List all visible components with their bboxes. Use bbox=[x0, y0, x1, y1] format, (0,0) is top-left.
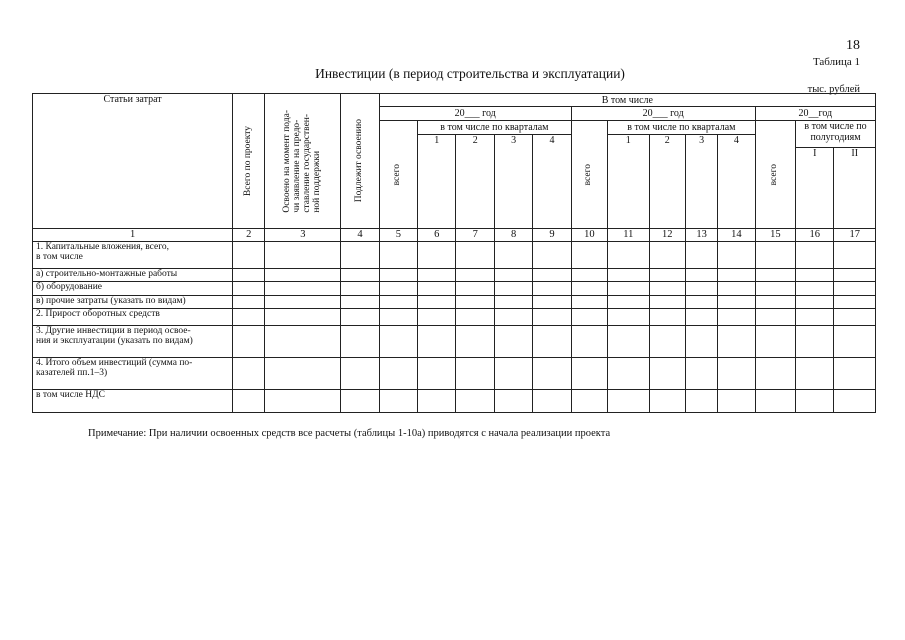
column-number: 16 bbox=[796, 228, 834, 241]
table-cell[interactable] bbox=[796, 268, 834, 281]
table-cell[interactable] bbox=[685, 268, 717, 281]
table-cell[interactable] bbox=[341, 241, 379, 268]
table-cell[interactable] bbox=[755, 358, 795, 390]
column-number: 9 bbox=[533, 228, 571, 241]
table-row bbox=[33, 241, 876, 268]
table-cell[interactable] bbox=[649, 309, 685, 326]
table-cell[interactable] bbox=[233, 241, 265, 268]
table-cell[interactable] bbox=[456, 282, 494, 295]
column-number: 8 bbox=[494, 228, 532, 241]
table-cell[interactable] bbox=[533, 282, 571, 295]
table-cell[interactable] bbox=[755, 390, 795, 413]
table-row bbox=[33, 268, 876, 281]
table-cell[interactable] bbox=[608, 325, 649, 357]
table-cell[interactable] bbox=[685, 309, 717, 326]
table-cell[interactable] bbox=[494, 295, 532, 308]
table-cell[interactable] bbox=[796, 390, 834, 413]
row-label: в том числе НДС bbox=[33, 390, 233, 413]
table-cell[interactable] bbox=[233, 325, 265, 357]
table-cell[interactable] bbox=[418, 390, 456, 413]
table-cell[interactable] bbox=[494, 390, 532, 413]
table-cell[interactable] bbox=[571, 325, 607, 357]
table-cell[interactable] bbox=[718, 282, 755, 295]
table-cell[interactable] bbox=[341, 325, 379, 357]
table-cell[interactable] bbox=[341, 268, 379, 281]
table-cell[interactable] bbox=[418, 282, 456, 295]
header-year-2: 20___ год bbox=[571, 107, 755, 120]
table-cell[interactable] bbox=[533, 295, 571, 308]
table-cell[interactable] bbox=[608, 268, 649, 281]
table-cell[interactable] bbox=[649, 295, 685, 308]
header-total-year-3: всего bbox=[755, 120, 795, 228]
table-cell[interactable] bbox=[341, 390, 379, 413]
table-cell[interactable] bbox=[341, 282, 379, 295]
table-cell[interactable] bbox=[379, 241, 417, 268]
header-quarter-2: 2 bbox=[456, 135, 494, 228]
table-cell[interactable] bbox=[494, 358, 532, 390]
table-cell[interactable] bbox=[571, 268, 607, 281]
column-number: 1 bbox=[33, 228, 233, 241]
table-cell[interactable] bbox=[649, 390, 685, 413]
table-cell[interactable] bbox=[418, 268, 456, 281]
header-halfyear-1: I bbox=[796, 147, 834, 228]
header-developed: Освоено на момент пода- чи заявление на предо- ставление государствен- ной поддержки bbox=[265, 94, 341, 229]
header-quarter-4: 4 bbox=[533, 135, 571, 228]
header-quarter-4: 4 bbox=[718, 135, 755, 228]
column-number: 14 bbox=[718, 228, 755, 241]
table-cell[interactable] bbox=[685, 282, 717, 295]
page-number: 18 bbox=[846, 38, 860, 53]
table-row bbox=[33, 309, 876, 326]
header-including: В том числе bbox=[379, 94, 875, 107]
table-cell[interactable] bbox=[494, 282, 532, 295]
table-cell[interactable] bbox=[265, 295, 341, 308]
table-cell[interactable] bbox=[718, 268, 755, 281]
table-cell[interactable] bbox=[265, 309, 341, 326]
table-cell[interactable] bbox=[533, 390, 571, 413]
table-cell[interactable] bbox=[456, 390, 494, 413]
table-cell[interactable] bbox=[608, 358, 649, 390]
table-cell[interactable] bbox=[418, 309, 456, 326]
header-quarter-1: 1 bbox=[418, 135, 456, 228]
table-cell[interactable] bbox=[233, 282, 265, 295]
column-number: 17 bbox=[834, 228, 876, 241]
table-cell[interactable] bbox=[608, 282, 649, 295]
header-halfyear-2: II bbox=[834, 147, 876, 228]
table-cell[interactable] bbox=[796, 358, 834, 390]
table-cell[interactable] bbox=[418, 241, 456, 268]
table-cell[interactable] bbox=[755, 295, 795, 308]
table-cell[interactable] bbox=[265, 241, 341, 268]
header-quarters-2: в том числе по кварталам bbox=[608, 120, 756, 135]
table-row bbox=[33, 358, 876, 390]
table-cell[interactable] bbox=[834, 325, 876, 357]
table-cell[interactable] bbox=[533, 268, 571, 281]
table-cell[interactable] bbox=[834, 309, 876, 326]
table-cell[interactable] bbox=[796, 295, 834, 308]
table-cell[interactable] bbox=[456, 325, 494, 357]
table-cell[interactable] bbox=[718, 309, 755, 326]
header-total-by-project: Всего по проекту bbox=[233, 94, 265, 229]
header-quarter-3: 3 bbox=[685, 135, 717, 228]
column-number: 11 bbox=[608, 228, 649, 241]
row-label: 1. Капитальные вложения, всего, в том числе bbox=[33, 241, 233, 268]
column-number: 5 bbox=[379, 228, 417, 241]
table-cell[interactable] bbox=[718, 241, 755, 268]
investments-table bbox=[32, 93, 876, 413]
column-number: 4 bbox=[341, 228, 379, 241]
table-cell[interactable] bbox=[456, 295, 494, 308]
row-label: в) прочие затраты (указать по видам) bbox=[33, 295, 233, 308]
column-number: 15 bbox=[755, 228, 795, 241]
table-cell[interactable] bbox=[608, 309, 649, 326]
table-cell[interactable] bbox=[649, 325, 685, 357]
table-cell[interactable] bbox=[685, 295, 717, 308]
header-quarter-2: 2 bbox=[649, 135, 685, 228]
table-row bbox=[33, 295, 876, 308]
table-cell[interactable] bbox=[533, 241, 571, 268]
column-number: 10 bbox=[571, 228, 607, 241]
table-cell[interactable] bbox=[755, 309, 795, 326]
header-halfyears: в том числе по полугодиям bbox=[796, 120, 876, 147]
table-cell[interactable] bbox=[418, 295, 456, 308]
table-cell[interactable] bbox=[341, 295, 379, 308]
table-cell[interactable] bbox=[571, 309, 607, 326]
table-label: Таблица 1 bbox=[812, 56, 860, 68]
table-cell[interactable] bbox=[379, 358, 417, 390]
table-cell[interactable] bbox=[718, 390, 755, 413]
table-cell[interactable] bbox=[796, 241, 834, 268]
column-number-row bbox=[33, 228, 876, 241]
table-cell[interactable] bbox=[379, 309, 417, 326]
header-quarters-1: в том числе по кварталам bbox=[418, 120, 572, 135]
table-cell[interactable] bbox=[265, 282, 341, 295]
table-cell[interactable] bbox=[233, 295, 265, 308]
table-cell[interactable] bbox=[494, 325, 532, 357]
table-cell[interactable] bbox=[233, 309, 265, 326]
row-label: 2. Прирост оборотных средств bbox=[33, 309, 233, 326]
units-label: тыс. рублей bbox=[807, 84, 860, 95]
table-cell[interactable] bbox=[418, 358, 456, 390]
column-number: 6 bbox=[418, 228, 456, 241]
column-number: 12 bbox=[649, 228, 685, 241]
table-cell[interactable] bbox=[265, 268, 341, 281]
table-cell[interactable] bbox=[685, 241, 717, 268]
column-number: 2 bbox=[233, 228, 265, 241]
header-cost-items: Статьи затрат bbox=[33, 94, 233, 229]
table-cell[interactable] bbox=[265, 325, 341, 357]
table-cell[interactable] bbox=[755, 241, 795, 268]
table-cell[interactable] bbox=[796, 309, 834, 326]
table-cell[interactable] bbox=[649, 282, 685, 295]
table-cell[interactable] bbox=[755, 282, 795, 295]
table-cell[interactable] bbox=[834, 282, 876, 295]
table-cell[interactable] bbox=[571, 358, 607, 390]
header-year-3: 20__год bbox=[755, 107, 875, 120]
table-cell[interactable] bbox=[265, 358, 341, 390]
table-cell[interactable] bbox=[379, 390, 417, 413]
table-cell[interactable] bbox=[649, 241, 685, 268]
table-cell[interactable] bbox=[456, 268, 494, 281]
page-title: Инвестиции (в период строительства и эксплуатации) bbox=[315, 66, 625, 81]
table-cell[interactable] bbox=[379, 295, 417, 308]
column-number: 7 bbox=[456, 228, 494, 241]
table-cell[interactable] bbox=[456, 309, 494, 326]
row-label: 4. Итого объем инвестиций (сумма по- казателей пп.1–3) bbox=[33, 358, 233, 390]
row-label: б) оборудование bbox=[33, 282, 233, 295]
column-number: 13 bbox=[685, 228, 717, 241]
row-label: 3. Другие инвестиции в период освое- ния и эксплуатации (указать по видам) bbox=[33, 325, 233, 357]
table-row bbox=[33, 325, 876, 357]
table-cell[interactable] bbox=[379, 325, 417, 357]
table-cell[interactable] bbox=[834, 390, 876, 413]
table-cell[interactable] bbox=[718, 358, 755, 390]
header-to-be-developed: Подлежит освоению bbox=[341, 94, 379, 229]
header-quarter-1: 1 bbox=[608, 135, 649, 228]
table-cell[interactable] bbox=[533, 325, 571, 357]
table-cell[interactable] bbox=[571, 282, 607, 295]
column-number: 3 bbox=[265, 228, 341, 241]
table-cell[interactable] bbox=[379, 282, 417, 295]
table-cell[interactable] bbox=[265, 390, 341, 413]
table-row bbox=[33, 390, 876, 413]
table-cell[interactable] bbox=[456, 241, 494, 268]
table-cell[interactable] bbox=[718, 325, 755, 357]
table-cell[interactable] bbox=[571, 241, 607, 268]
table-cell[interactable] bbox=[834, 268, 876, 281]
table-cell[interactable] bbox=[608, 241, 649, 268]
table-cell[interactable] bbox=[685, 390, 717, 413]
table-cell[interactable] bbox=[755, 268, 795, 281]
table-cell[interactable] bbox=[341, 358, 379, 390]
table-cell[interactable] bbox=[834, 358, 876, 390]
table-cell[interactable] bbox=[571, 390, 607, 413]
table-cell[interactable] bbox=[233, 268, 265, 281]
table-cell[interactable] bbox=[834, 295, 876, 308]
table-cell[interactable] bbox=[233, 358, 265, 390]
header-year-1: 20___ год bbox=[379, 107, 571, 120]
table-cell[interactable] bbox=[685, 325, 717, 357]
table-cell[interactable] bbox=[494, 241, 532, 268]
table-cell[interactable] bbox=[418, 325, 456, 357]
header-total-year-1: всего bbox=[379, 120, 417, 228]
table-cell[interactable] bbox=[755, 325, 795, 357]
header-quarter-3: 3 bbox=[494, 135, 532, 228]
table-cell[interactable] bbox=[718, 295, 755, 308]
table-cell[interactable] bbox=[494, 309, 532, 326]
table-cell[interactable] bbox=[533, 309, 571, 326]
footnote: Примечание: При наличии освоенных средств все расчеты (таблицы 1-10а) приводятся с начала реализации проекта bbox=[88, 428, 611, 439]
table-cell[interactable] bbox=[494, 268, 532, 281]
table-cell[interactable] bbox=[649, 268, 685, 281]
table-cell[interactable] bbox=[796, 325, 834, 357]
table-cell[interactable] bbox=[379, 268, 417, 281]
row-label: а) строительно-монтажные работы bbox=[33, 268, 233, 281]
table-cell[interactable] bbox=[685, 358, 717, 390]
table-row bbox=[33, 282, 876, 295]
table-cell[interactable] bbox=[533, 358, 571, 390]
table-cell[interactable] bbox=[649, 358, 685, 390]
table-cell[interactable] bbox=[608, 390, 649, 413]
table-cell[interactable] bbox=[233, 390, 265, 413]
table-cell[interactable] bbox=[834, 241, 876, 268]
table-cell[interactable] bbox=[341, 309, 379, 326]
table-cell[interactable] bbox=[796, 282, 834, 295]
table-cell[interactable] bbox=[608, 295, 649, 308]
header-total-year-2: всего bbox=[571, 120, 607, 228]
table-cell[interactable] bbox=[456, 358, 494, 390]
table-cell[interactable] bbox=[571, 295, 607, 308]
